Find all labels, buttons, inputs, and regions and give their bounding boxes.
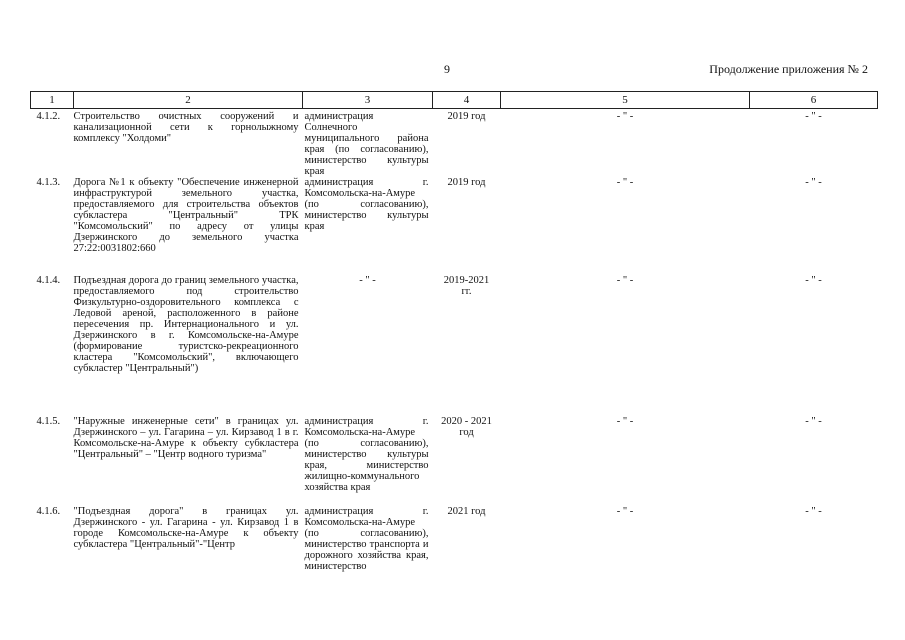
item-col5: - " - [616, 416, 634, 427]
table-row [31, 416, 878, 506]
item-number: 4.1.2. [36, 111, 61, 122]
item-col5: - " - [616, 177, 634, 188]
measures-table [30, 91, 878, 586]
item-col5: - " - [616, 275, 634, 286]
item-responsible: администрация Солнечного муниципального района края (по согласованию), министерство культуры края [304, 111, 429, 177]
item-col6: - " - [805, 416, 822, 427]
table-header-row [31, 92, 878, 109]
table-row [31, 177, 878, 275]
item-number: 4.1.5. [36, 416, 61, 427]
column-header: 2 [74, 92, 303, 109]
item-description: "Подъездная дорога" в границах ул. Дзержинского - ул. Гагарина - ул. Кирзавод 1 в городе Комсомольске-на-Амуре к объекту субкластера "Центральный"-"Центр [73, 506, 299, 550]
item-description: "Наружные инженерные сети" в границах ул. Дзержинского – ул. Гагарина – ул. Кирзавод 1 в г. Комсомольске-на-Амуре к объекту субкластера "Центральный" – "Центр водного туризма" [73, 416, 299, 460]
item-col6: - " - [805, 177, 822, 188]
item-period: 2019-2021 гг. [443, 275, 490, 297]
item-description: Подъездная дорога до границ земельного участка, предоставляемого под строительство Физкультурно-оздоровительного комплекса с Ледовой ареной, расположенного в районе пересечения пр. Интернационального и ул. Дзержинского в г. Комсомольске-на-Амуре (формирование туристско-рекреационного кластера "Комсомольский", включающего субкластер "Центральный") [73, 275, 299, 374]
item-description: Строительство очистных сооружений и канализационной сети к горнолыжному комплексу "Холдоми" [73, 111, 299, 144]
item-col5: - " - [616, 506, 634, 517]
page-number: 9 [444, 62, 450, 76]
item-responsible: администрация г. Комсомольска-на-Амуре (по согласованию), министерство культуры края [304, 177, 429, 232]
column-header: 6 [750, 92, 878, 109]
item-number: 4.1.3. [36, 177, 61, 188]
item-period: 2020 - 2021 год [441, 416, 492, 438]
table-row [31, 275, 878, 416]
table-row [31, 506, 878, 586]
item-responsible: администрация г. Комсомольска-на-Амуре (по согласованию), министерство культуры края, министерство жилищно-коммунального хозяйства края [304, 416, 429, 493]
item-col6: - " - [805, 506, 822, 517]
item-period: 2019 год [447, 177, 486, 188]
item-number: 4.1.4. [36, 275, 61, 286]
table-row [31, 109, 878, 178]
column-header: 4 [433, 92, 501, 109]
item-col5: - " - [616, 111, 634, 122]
appendix-continuation-label: Продолжение приложения № 2 [709, 62, 868, 76]
item-responsible: администрация г. Комсомольска-на-Амуре (по согласованию), министерство транспорта и дорожного хозяйства края, министерство [304, 506, 429, 572]
item-period: 2019 год [447, 111, 486, 122]
item-responsible: - " - [359, 275, 376, 286]
column-header: 5 [501, 92, 750, 109]
item-period: 2021 год [447, 506, 486, 517]
item-number: 4.1.6. [36, 506, 61, 517]
column-header: 1 [31, 92, 74, 109]
item-col6: - " - [805, 111, 822, 122]
item-col6: - " - [805, 275, 822, 286]
item-description: Дорога №1 к объекту "Обеспечение инженерной инфраструктурой земельного участка, предоставляемого для строительства объектов субкластера "Центральный" ТРК "Комсомольский" по адресу от улицы Дзержинского до земельного участка 27:22:0031802:660 [73, 177, 299, 254]
column-header: 3 [303, 92, 433, 109]
